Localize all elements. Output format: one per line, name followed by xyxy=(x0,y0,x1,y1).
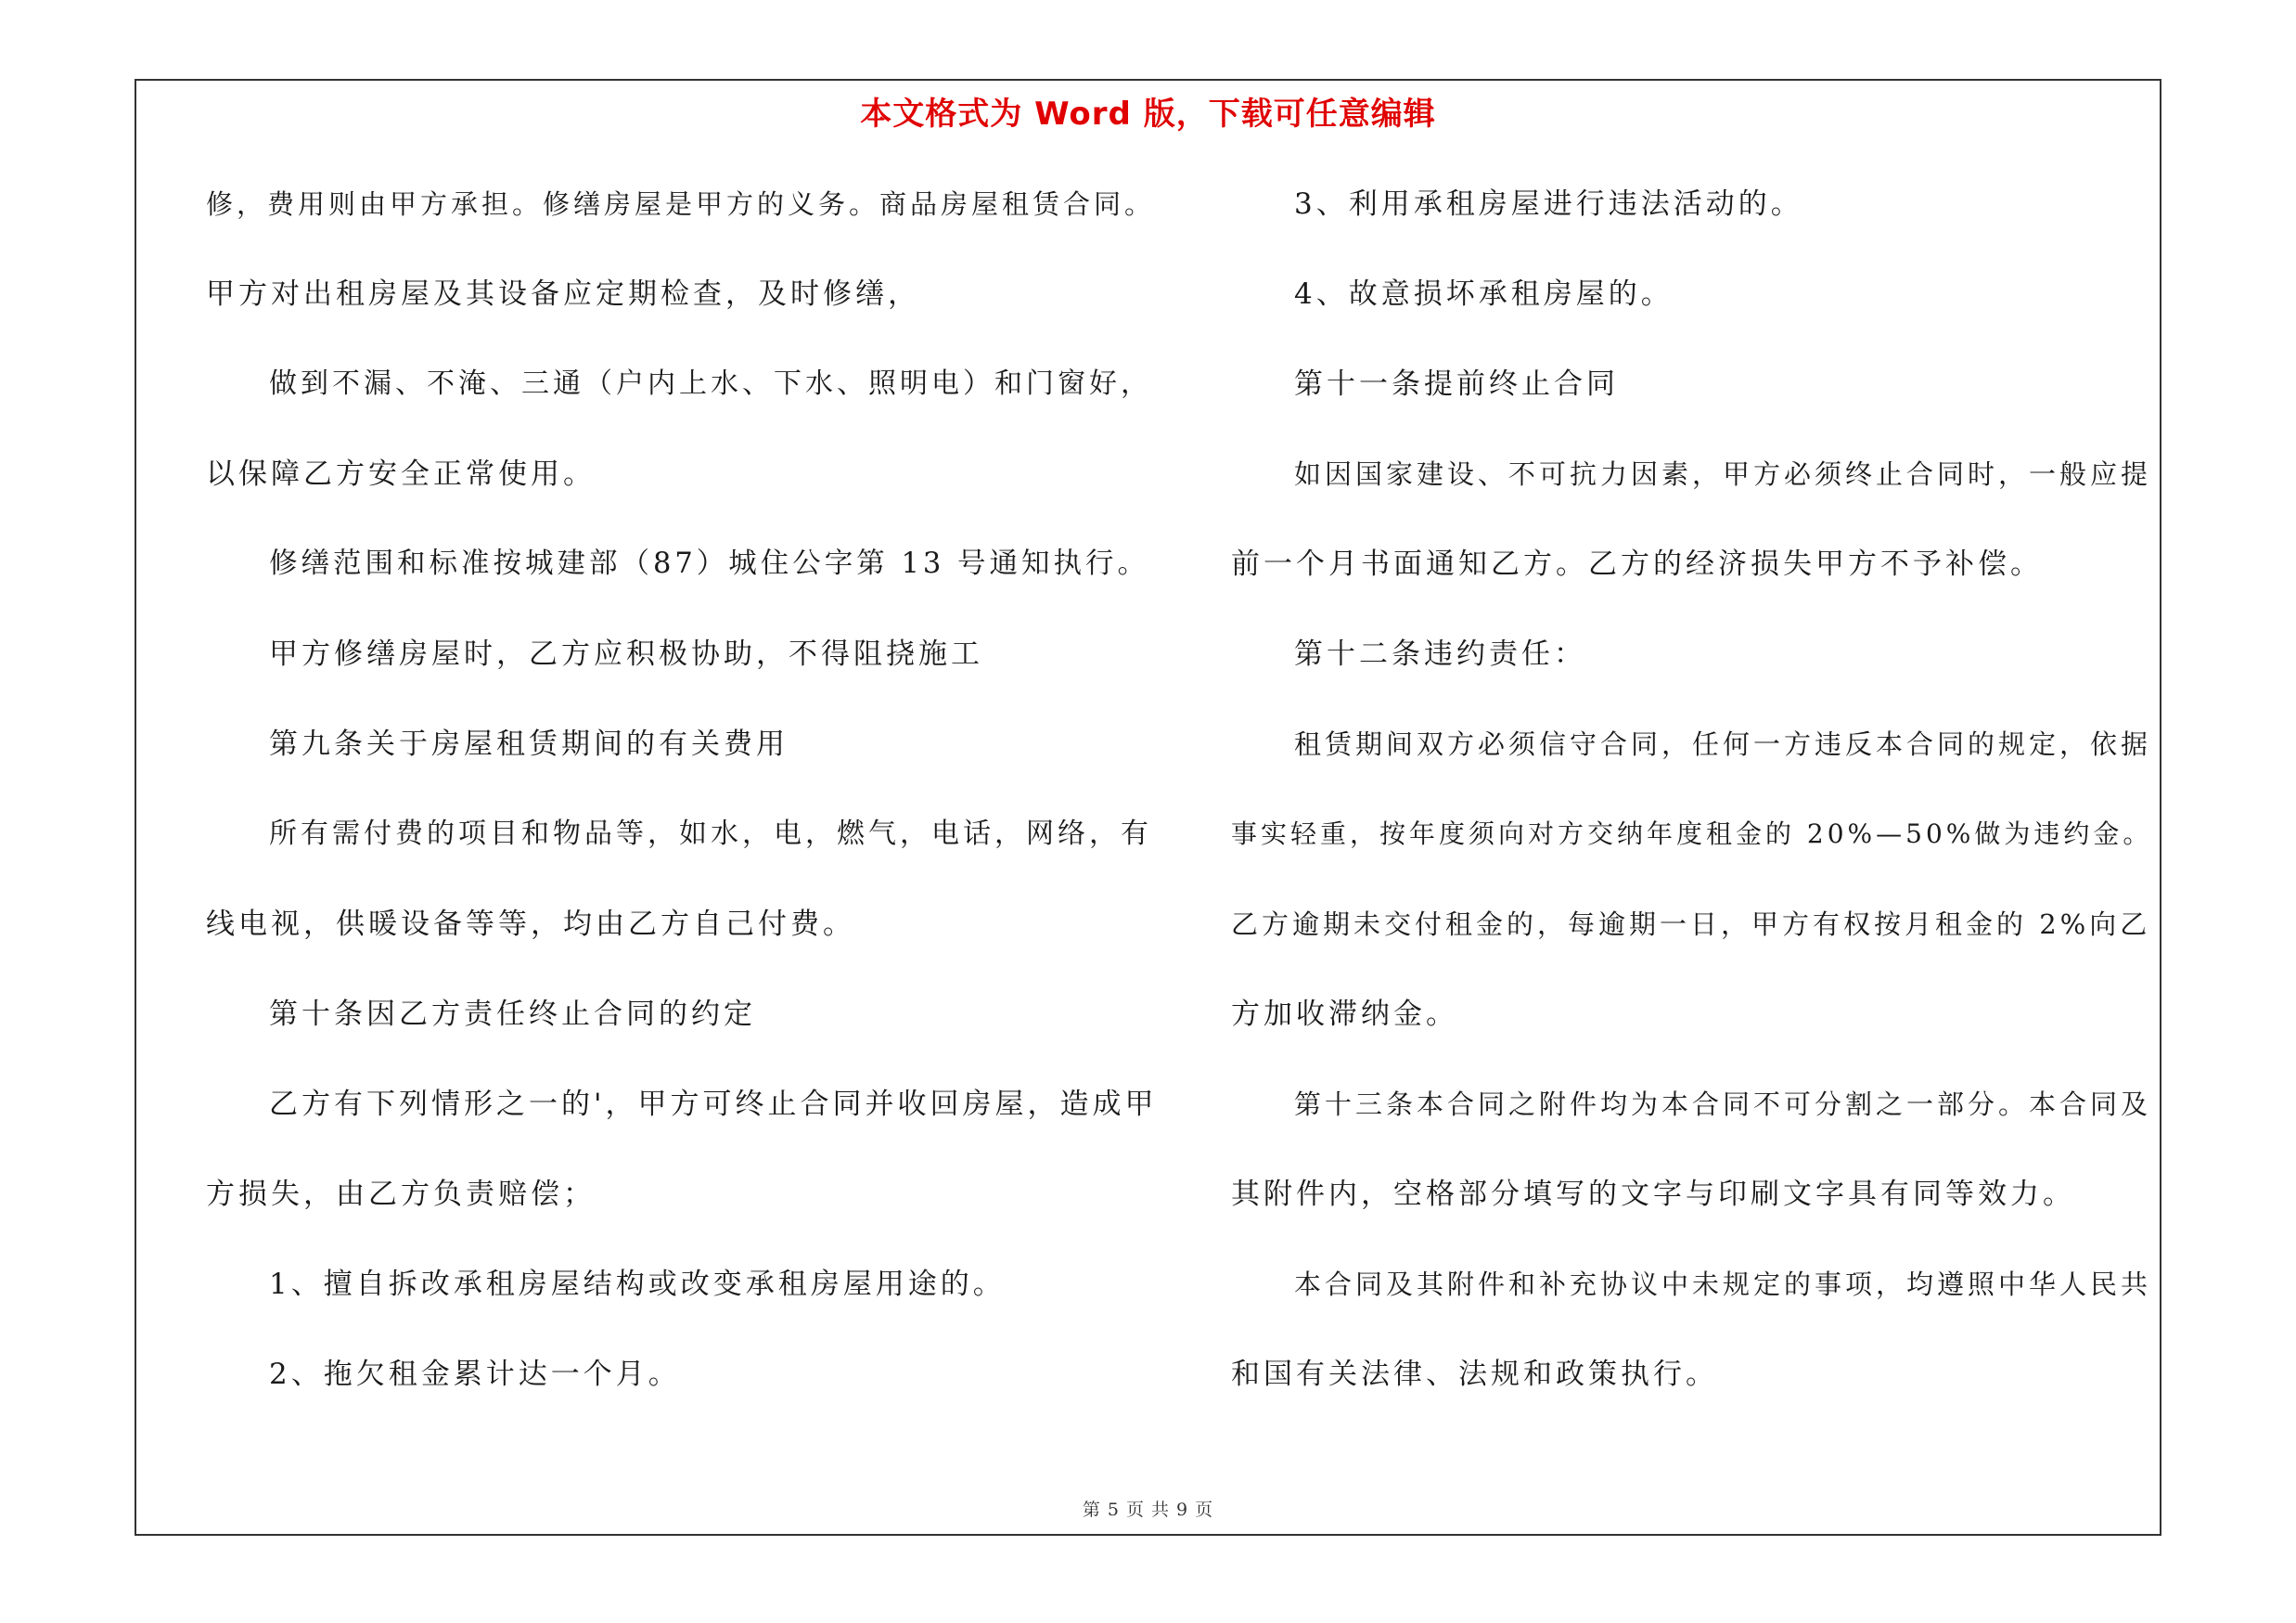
paragraph-line: 所有需付费的项目和物品等，如水，电，燃气，电话，网络，有 xyxy=(269,818,1152,850)
paragraph-line: 和国有关法律、法规和政策执行。 xyxy=(1231,1358,1718,1391)
paragraph-line: 其附件内，空格部分填写的文字与印刷文字具有同等效力。 xyxy=(1231,1178,2075,1211)
paragraph-line: 修，费用则由甲方承担。修缮房屋是甲方的义务。商品房屋租赁合同。 xyxy=(206,188,1156,220)
section-heading: 第十二条违约责任： xyxy=(1294,638,1586,671)
page-number: 第 5 页 共 9 页 xyxy=(1082,1500,1214,1520)
paragraph-line: 乙方逾期未交付租金的，每逾期一日，甲方有权按月租金的 2%向乙 xyxy=(1231,908,2151,940)
paragraph-line: 乙方有下列情形之一的'，甲方可终止合同并收回房屋，造成甲 xyxy=(269,1088,1158,1121)
paragraph-line: 以保障乙方安全正常使用。 xyxy=(206,457,596,491)
paragraph-line: 做到不漏、不淹、三通（户内上水、下水、照明电）和门窗好， xyxy=(269,367,1152,400)
section-heading: 第九条关于房屋租赁期间的有关费用 xyxy=(269,728,789,761)
paragraph-line: 本合同及其附件和补充协议中未规定的事项，均遵照中华人民共 xyxy=(1294,1269,2152,1300)
paragraph-line: 甲方对出租房屋及其设备应定期检查，及时修缮， xyxy=(206,277,920,311)
paragraph-line: 甲方修缮房屋时，乙方应积极协助，不得阻挠施工 xyxy=(269,638,983,671)
paragraph-line: 事实轻重，按年度须向对方交纳年度租金的 20%—50%做为违约金。 xyxy=(1231,818,2153,849)
list-item: 2、拖欠租金累计达一个月。 xyxy=(269,1358,681,1391)
list-item: 4、故意损坏承租房屋的。 xyxy=(1294,277,1674,311)
paragraph-line: 方加收滞纳金。 xyxy=(1231,998,1458,1031)
paragraph-line: 第十三条本合同之附件均为本合同不可分割之一部分。本合同及 xyxy=(1294,1088,2152,1120)
section-heading: 第十一条提前终止合同 xyxy=(1294,367,1619,401)
paragraph-line: 如因国家建设、不可抗力因素，甲方必须终止合同时，一般应提 xyxy=(1294,458,2152,490)
paragraph-line: 方损失，由乙方负责赔偿； xyxy=(206,1178,596,1211)
list-item: 1、擅自拆改承租房屋结构或改变承租房屋用途的。 xyxy=(269,1268,1006,1301)
paragraph-line: 线电视，供暖设备等等，均由乙方自己付费。 xyxy=(206,908,855,941)
paragraph-line: 租赁期间双方必须信守合同，任何一方违反本合同的规定，依据 xyxy=(1294,728,2152,760)
list-item: 3、利用承租房屋进行违法活动的。 xyxy=(1294,187,1803,221)
paragraph-line: 前一个月书面通知乙方。乙方的经济损失甲方不予补偿。 xyxy=(1231,547,2043,581)
paragraph-line: 修缮范围和标准按城建部（87）城住公字第 13 号通知执行。 xyxy=(269,547,1150,580)
section-heading: 第十条因乙方责任终止合同的约定 xyxy=(269,998,756,1031)
format-banner: 本文格式为 Word 版，下载可任意编辑 xyxy=(860,96,1436,133)
